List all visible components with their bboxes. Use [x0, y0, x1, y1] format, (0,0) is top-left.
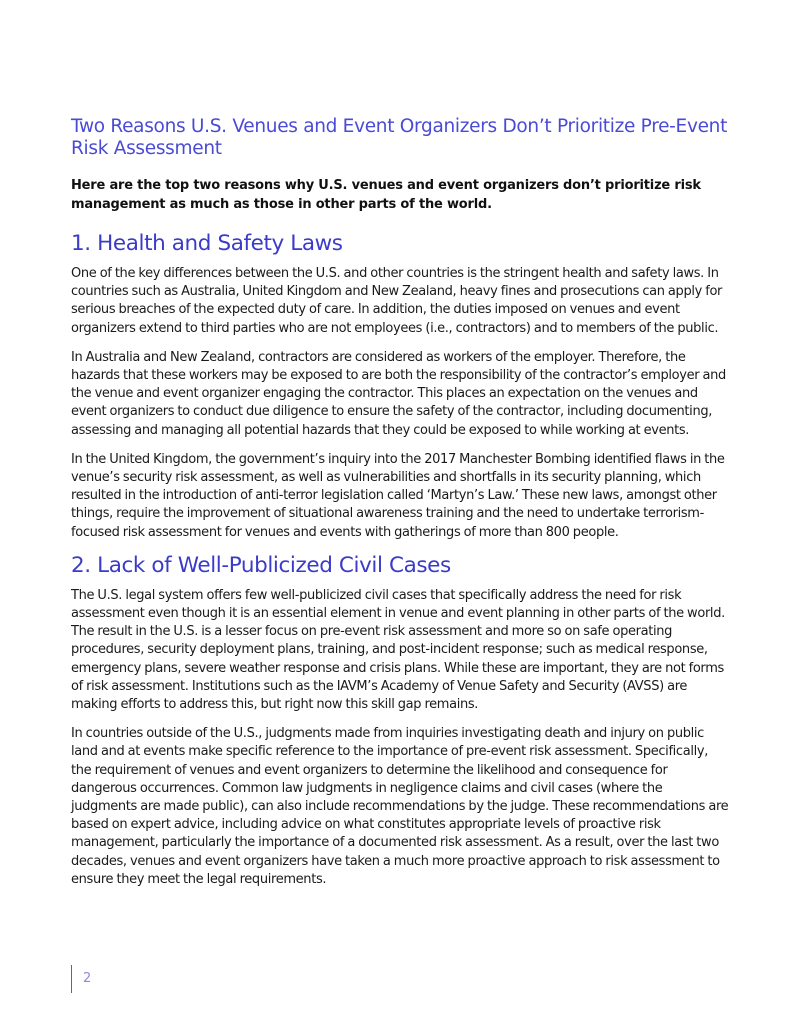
body-paragraph: In the United Kingdom, the government’s inquiry into the 2017 Manchester Bombing identified flaws in the venue’s security risk assessment, as well as vulnerabilities and shortfalls in its security planning, which resulted in the introduction of anti-terror legislation called ‘Martyn’s Law.’ These new laws, amongst other things, require the improvement of situational awareness training and the need to undertake terrorism-focused risk assessment for venues and events with gatherings of more than 800 people.: [71, 451, 725, 540]
body-paragraph: The U.S. legal system offers few well-publicized civil cases that specifically address the need for risk assessment even though it is an essential element in venue and event planning in other parts of the world. The result in the U.S. is a lesser focus on pre-event risk assessment and more so on safe operating procedures, security deployment plans, training, and post-incident response; such as medical response, emergency plans, severe weather response and crisis plans. While these are important, they are not forms of risk assessment. Institutions such as the IAVM’s Academy of Venue Safety and Security (AVSS) are making efforts to address this, but right now this skill gap remains.: [71, 587, 725, 713]
section-health-and-safety-laws: [71, 231, 729, 542]
section-heading: 1. Health and Safety Laws: [71, 231, 343, 256]
section-heading: 2. Lack of Well-Publicized Civil Cases: [71, 552, 451, 578]
body-paragraph: In countries outside of the U.S., judgments made from inquiries investigating death and injury on public land and at events make specific reference to the importance of pre-event risk assessment. Specifically, the requirement of venues and event organizers to determine the likelihood and consequence for dangerous occurrences. Common law judgments in negligence claims and civil cases (where the judgments are made public), can also include recommendations by the judge. These recommendations are based on expert advice, including advice on what constitutes appropriate levels of proactive risk management, particularly the importance of a documented risk assessment. As a result, over the last two decades, venues and event organizers have taken a much more proactive approach to risk assessment to ensure they meet the legal requirements.: [71, 726, 729, 887]
document-page: [71, 116, 729, 900]
page-number: 2: [83, 971, 92, 986]
intro-paragraph: Here are the top two reasons why U.S. venues and event organizers don’t prioritize risk management as much as those in other parts of the world.: [71, 178, 701, 212]
page-footer: [71, 965, 91, 993]
body-paragraph: One of the key differences between the U.S. and other countries is the stringent health and safety laws. In countries such as Australia, United Kingdom and New Zealand, heavy fines and prosecutions can apply for serious breaches of the expected duty of care. In addition, the duties imposed on venues and event organizers extend to third parties who are not employees (i.e., contractors) and to members of the public.: [71, 266, 723, 336]
document-title: Two Reasons U.S. Venues and Event Organizers Don’t Prioritize Pre-Event Risk Assessment: [71, 116, 728, 159]
section-civil-cases: [71, 553, 729, 889]
body-paragraph: In Australia and New Zealand, contractors are considered as workers of the employer. Therefore, the hazards that these workers may be exposed to are both the responsibility of the contractor’s employer and the venue and event organizer engaging the contractor. This places an expectation on the venues and event organizers to conduct due diligence to ensure the safety of the contractor, including documenting, assessing and managing all potential hazards that they could be exposed to while working at events.: [71, 349, 726, 438]
